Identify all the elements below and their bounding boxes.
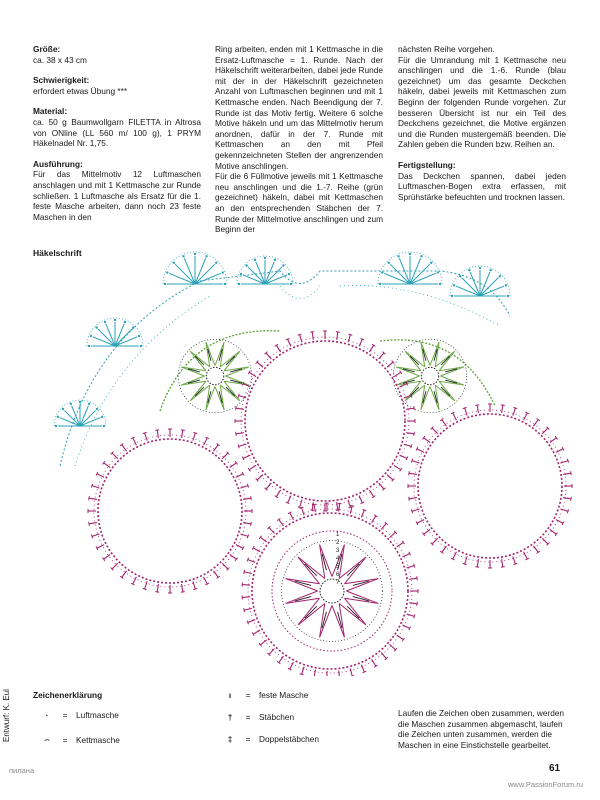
crochet-diagram [20, 236, 580, 676]
footer-watermark: www.PassionForum.ru [508, 780, 584, 789]
difficulty-title: Schwierigkeit: [33, 75, 90, 86]
finish-value: Das Deckchen spannen, dabei jeden Luftmaschen-Bogen extra erfassen, mit Sprühstärke befeuchten und trocknen lassen. [398, 170, 566, 202]
center-motif-star [320, 579, 344, 603]
diagram-heading: Häkelschrift [33, 248, 82, 258]
material-title: Material: [33, 106, 68, 117]
round-label: 3 [336, 548, 340, 554]
legend-label: feste Masche [259, 690, 309, 700]
legend-label: Luftmasche [76, 710, 119, 720]
finish-title: Fertigstellung: [398, 159, 456, 170]
chain-symbol-icon: · [45, 710, 49, 720]
single-crochet-symbol-icon: ı [228, 690, 232, 700]
motif-ring-top [245, 341, 405, 501]
round-label: 6 [336, 572, 340, 578]
column2-text1: Ring arbeiten, enden mit 1 Kettmasche in die Ersatz-Luftmasche = 1. Runde. Nach der Häkelschrift weiterarbeiten, dabei jede Runde mit der in der Häkelschrift gezeichneten Anzahl von Luftmaschen beginnen und mit 1 Kettmasche enden. Nach Beendigung der 7. Runde ist das Motiv fertig. Weitere 6 solche Motive häkeln und um das Mittelmotiv herum anordnen, dafür in der 7. Runde mit Kettmaschen an den mit Pfeil gekennzeichneten Stellen der angrenzenden Motive anschlingen. [215, 44, 383, 171]
column-1 [33, 44, 201, 222]
legend-item-single-crochet: ı = feste Masche [223, 690, 308, 700]
footer-left: пилана [9, 766, 35, 775]
legend-item-chain: · = Luftmasche [40, 710, 119, 720]
slip-stitch-symbol-icon: ⌢ [44, 734, 50, 744]
legend-title: Zeichenerklärung [33, 690, 103, 700]
round-label: 1 [336, 532, 340, 538]
legend-item-slip-stitch: ⌢ = Kettmasche [40, 734, 120, 745]
difficulty-value: erfordert etwas Übung *** [33, 85, 128, 96]
design-credit: Entwurf: K. Eul [2, 689, 11, 742]
legend-label: Doppelstäbchen [259, 734, 319, 744]
legend-label: Kettmasche [76, 734, 120, 745]
legend-label: Stäbchen [259, 712, 295, 722]
fill-motif-star-right [421, 367, 439, 385]
legend-item-double-crochet: † = Stäbchen [223, 712, 294, 722]
double-crochet-symbol-icon: † [227, 712, 233, 722]
column3-text1: nächsten Reihe vorgehen. [398, 44, 495, 54]
treble-crochet-symbol-icon: ‡ [227, 734, 233, 744]
motif-ring-right [418, 414, 562, 558]
fill-motif-star-left [206, 367, 224, 385]
page-number: 61 [549, 763, 561, 774]
column-2 [215, 44, 383, 235]
size-value: ca. 38 x 43 cm [33, 54, 87, 65]
size-title: Größe: [33, 44, 61, 54]
material-value: ca. 50 g Baumwollgarn FILETTA in Altrosa von ONline (LL 560 m/ 100 g), 1 PRYM Häkelnadel Nr. 1,75. [33, 116, 201, 149]
legend-note: Laufen die Zeichen oben zusammen, werden die Maschen zusammen abgemascht, laufen die Zeichen unten zusammen, werden die Maschen in eine Einstichstelle gearbeitet. [398, 708, 565, 750]
motif-ring-left [98, 439, 242, 583]
round-label: 5 [336, 564, 340, 570]
column-3 [398, 44, 566, 202]
column2-text2: Für die 6 Füllmotive jeweils mit 1 Kettmasche neu anschlingen und die 1.-7. Reihe (grün gezeichnet) häkeln, dabei mit Kettmaschen an den entsprechenden Stäbchen der 7. Runde der Mittelmotive anschlingen und zum Beginn der [215, 171, 383, 235]
round-label: 7 [336, 580, 340, 586]
legend-item-treble-crochet: ‡ = Doppelstäbchen [223, 734, 319, 744]
column3-text2: Für die Umrandung mit 1 Kettmasche neu anschlingen und die 1.-6. Runde (blau gezeichnet) um das gesamte Deckchen häkeln, dabei jeweils mit Kettmaschen zum Beginn der folgenden Runde vorgehen. Zur besseren Übersicht ist nur ein Teil des Deckchens gezeichnet, die Motive ergänzen und die Runden mustergemäß beenden. Die Zahlen geben die Runden bzw. Reihen an. [398, 54, 566, 150]
execution-title: Ausführung: [33, 158, 83, 169]
execution-value: Für das Mittelmotiv 12 Luftmaschen anschlagen und mit 1 Kettmasche zur Runde schließen. 1 Luftmasche als Ersatz für die 1. feste Masche arbeiten, dann noch 23 feste Maschen in den [33, 169, 201, 222]
round-label: 2 [336, 540, 340, 546]
round-label: 4 [336, 556, 340, 562]
motif-ring-center [252, 513, 408, 669]
